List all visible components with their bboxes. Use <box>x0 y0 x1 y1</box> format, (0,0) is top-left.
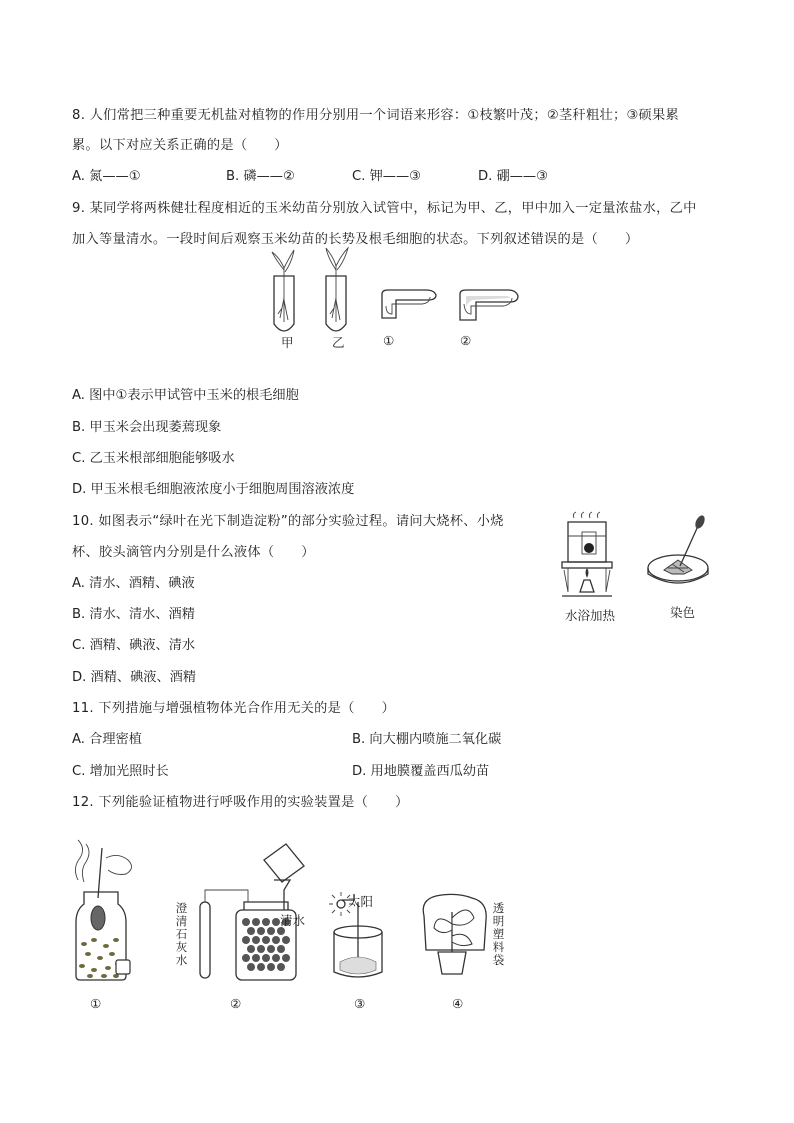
q8-option-c[interactable]: C. 钾——③ <box>352 169 421 184</box>
q9-stem-line2: 加入等量清水。一段时间后观察玉米幼苗的长势及根毛细胞的状态。下列叙述错误的是（ ） <box>72 232 639 247</box>
q9-label-jia: 甲 <box>281 335 294 350</box>
q10-option-b[interactable]: B. 清水、清水、酒精 <box>72 607 195 622</box>
q9-label-yi: 乙 <box>332 335 345 350</box>
q11-option-b[interactable]: B. 向大棚内喷施二氧化碳 <box>352 732 502 747</box>
q8-option-a[interactable]: A. 氮——① <box>72 169 141 184</box>
root-hair-cell-1 <box>382 290 436 318</box>
apparatus-4-plant-bag <box>423 894 486 974</box>
q11-option-a[interactable]: A. 合理密植 <box>72 732 142 747</box>
q10-figure <box>560 512 720 612</box>
root-hair-cell-2 <box>460 290 518 320</box>
water-bath-apparatus <box>562 512 612 596</box>
staining-dish <box>648 514 708 583</box>
q11-option-d[interactable]: D. 用地膜覆盖西瓜幼苗 <box>352 764 490 779</box>
q9-option-a[interactable]: A. 图中①表示甲试管中玉米的根毛细胞 <box>72 388 299 403</box>
q9-option-d[interactable]: D. 甲玉米根毛细胞液浓度小于细胞周围溶液浓度 <box>72 482 355 497</box>
q10-label-water-bath: 水浴加热 <box>565 608 616 623</box>
q8-option-d[interactable]: D. 硼——③ <box>478 169 548 184</box>
q8-stem-line2: 累。以下对应关系正确的是（ ） <box>72 138 288 153</box>
q12-label-limewater: 澄清石灰水 <box>175 901 188 967</box>
q12-label-3: ③ <box>354 996 366 1011</box>
q10-stem-line1: 10. 如图表示“绿叶在光下制造淀粉”的部分实验过程。请问大烧杯、小烧 <box>72 514 504 529</box>
q10-option-c[interactable]: C. 酒精、碘液、清水 <box>72 638 196 653</box>
q10-label-staining: 染色 <box>670 605 696 620</box>
q12-label-bag: 透明塑料袋 <box>492 901 505 967</box>
q9-option-b[interactable]: B. 甲玉米会出现萎蔫现象 <box>72 420 222 435</box>
q11-option-c[interactable]: C. 增加光照时长 <box>72 764 169 779</box>
q10-option-d[interactable]: D. 酒精、碘液、酒精 <box>72 670 197 685</box>
q12-label-1: ① <box>90 996 102 1011</box>
q12-label-sun: 太阳 <box>348 894 374 909</box>
q9-stem-line1: 9. 某同学将两株健壮程度相近的玉米幼苗分别放入试管中，标记为甲、乙，甲中加入一定量浓盐水，乙中 <box>72 201 697 216</box>
test-tube-yi <box>326 248 348 331</box>
q12-label-4: ④ <box>452 996 464 1011</box>
q10-option-a[interactable]: A. 清水、酒精、碘液 <box>72 576 195 591</box>
q8-option-b[interactable]: B. 磷——② <box>226 169 295 184</box>
q8-stem-line1: 8. 人们常把三种重要无机盐对植物的作用分别用一个词语来形容：①枝繁叶茂；②茎秆粗壮；③硕果累 <box>72 108 680 123</box>
q11-stem: 11. 下列措施与增强植物体光合作用无关的是（ ） <box>72 701 396 716</box>
q9-option-c[interactable]: C. 乙玉米根部细胞能够吸水 <box>72 451 235 466</box>
q12-label-2: ② <box>230 996 242 1011</box>
q9-label-2: ② <box>460 333 472 348</box>
q12-label-water: 清水 <box>280 913 306 928</box>
q9-label-1: ① <box>383 333 395 348</box>
test-tube-jia <box>272 250 294 331</box>
q12-stem: 12. 下列能验证植物进行呼吸作用的实验装置是（ ） <box>72 795 409 810</box>
apparatus-1-jar <box>75 840 131 980</box>
q10-stem-line2: 杯、胶头滴管内分别是什么液体（ ） <box>72 545 315 560</box>
